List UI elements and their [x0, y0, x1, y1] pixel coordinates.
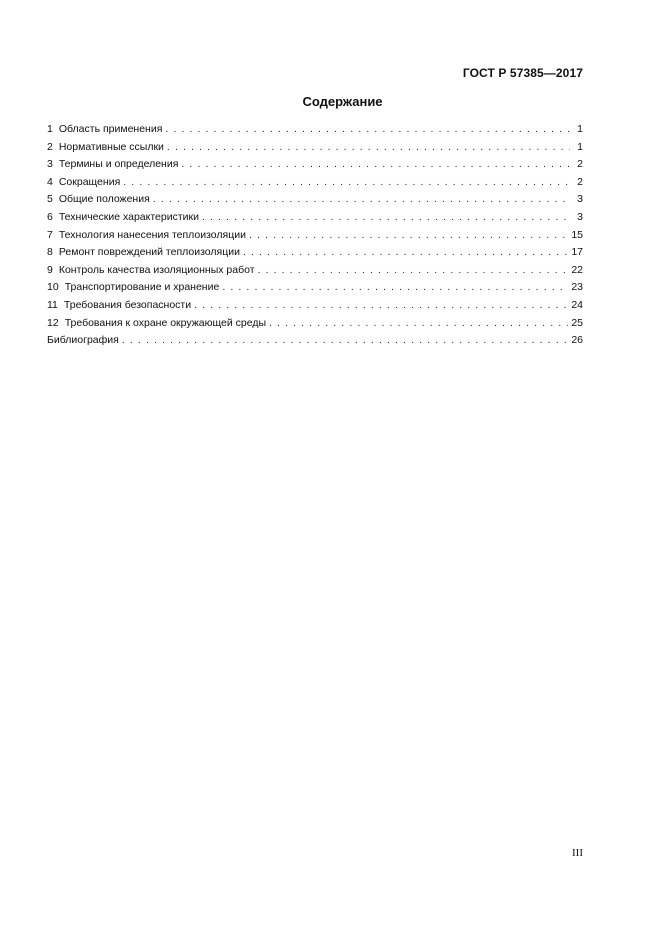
toc-leader-dots — [123, 174, 570, 192]
toc-entry[interactable] — [47, 262, 583, 280]
toc-entry-label: Область применения — [58, 123, 163, 135]
toc-entry-page: 1 — [577, 140, 583, 153]
toc-entry[interactable] — [47, 227, 583, 245]
toc-entry-label: Библиография — [47, 334, 119, 347]
toc-entry-bibliography[interactable] — [47, 332, 583, 350]
toc-entry[interactable] — [47, 297, 583, 315]
toc-entry-page: 17 — [571, 246, 583, 259]
toc-entry-page: 23 — [571, 281, 583, 294]
toc-entry-number: 6 — [47, 210, 53, 223]
toc-leader-dots — [122, 332, 568, 350]
toc-entry[interactable] — [47, 315, 583, 333]
toc-entry-number: 7 — [47, 228, 53, 241]
toc-entry-number: 4 — [47, 175, 53, 188]
toc-leader-dots — [269, 315, 568, 333]
toc-leader-dots — [222, 279, 568, 297]
toc-entry-label: Технические характеристики — [58, 210, 199, 223]
toc-entry[interactable] — [47, 139, 583, 157]
page-number: III — [572, 847, 583, 859]
toc-entry-number: 11 — [47, 298, 58, 311]
toc-entry[interactable] — [47, 121, 583, 139]
toc-entry[interactable] — [47, 279, 583, 297]
toc-entry-label: Требования безопасности — [63, 298, 192, 311]
toc-leader-dots — [194, 297, 568, 315]
toc-entry-page: 25 — [571, 316, 583, 329]
toc-entry-label: Требования к охране окружающей среды — [64, 316, 266, 329]
toc-entry[interactable] — [47, 209, 583, 227]
toc-leader-dots — [258, 262, 569, 280]
toc-entry-page: 26 — [571, 334, 583, 347]
toc-entry-label: Сокращения — [58, 175, 121, 188]
toc-title: Содержание — [302, 94, 383, 109]
toc-entry-page: 1 — [577, 123, 583, 135]
toc-entry-page: 2 — [577, 158, 583, 171]
toc-entry-number: 5 — [47, 193, 53, 206]
toc-leader-dots — [167, 139, 570, 157]
toc-entry-label: Ремонт повреждений теплоизоляции — [58, 246, 240, 259]
toc-leader-dots — [249, 227, 568, 245]
toc-leader-dots — [181, 156, 570, 174]
toc-entry-label: Общие положения — [58, 193, 150, 206]
toc-entry-label: Транспортирование и хранение — [64, 281, 220, 294]
toc-entry-number: 10 — [47, 281, 59, 294]
toc-entry-page: 2 — [577, 175, 583, 188]
toc-entry-number: 8 — [47, 246, 53, 259]
toc-entry-label: Технология нанесения теплоизоляции — [58, 228, 246, 241]
toc-entry-number: 1 — [47, 123, 53, 135]
toc-leader-dots — [243, 244, 568, 262]
toc-entry-page: 24 — [571, 298, 583, 311]
toc-leader-dots — [153, 191, 570, 209]
table-of-contents — [47, 121, 583, 350]
toc-entry-page: 15 — [571, 228, 583, 241]
document-header-standard: ГОСТ Р 57385—2017 — [462, 66, 583, 80]
toc-entry-label: Нормативные ссылки — [58, 140, 164, 153]
toc-entry-page: 3 — [577, 210, 583, 223]
toc-entry-page: 22 — [571, 263, 583, 276]
toc-entry[interactable] — [47, 174, 583, 192]
toc-entry-label: Термины и определения — [58, 158, 179, 171]
toc-entry-number: 12 — [47, 316, 59, 329]
toc-leader-dots — [165, 121, 570, 139]
toc-entry-number: 9 — [47, 263, 53, 276]
toc-leader-dots — [202, 209, 570, 227]
toc-entry-page: 3 — [577, 193, 583, 206]
toc-entry[interactable] — [47, 244, 583, 262]
toc-entry[interactable] — [47, 156, 583, 174]
toc-entry-number: 2 — [47, 140, 53, 153]
toc-entry[interactable] — [47, 191, 583, 209]
toc-entry-label: Контроль качества изоляционных работ — [58, 263, 255, 276]
toc-entry-number: 3 — [47, 158, 53, 171]
